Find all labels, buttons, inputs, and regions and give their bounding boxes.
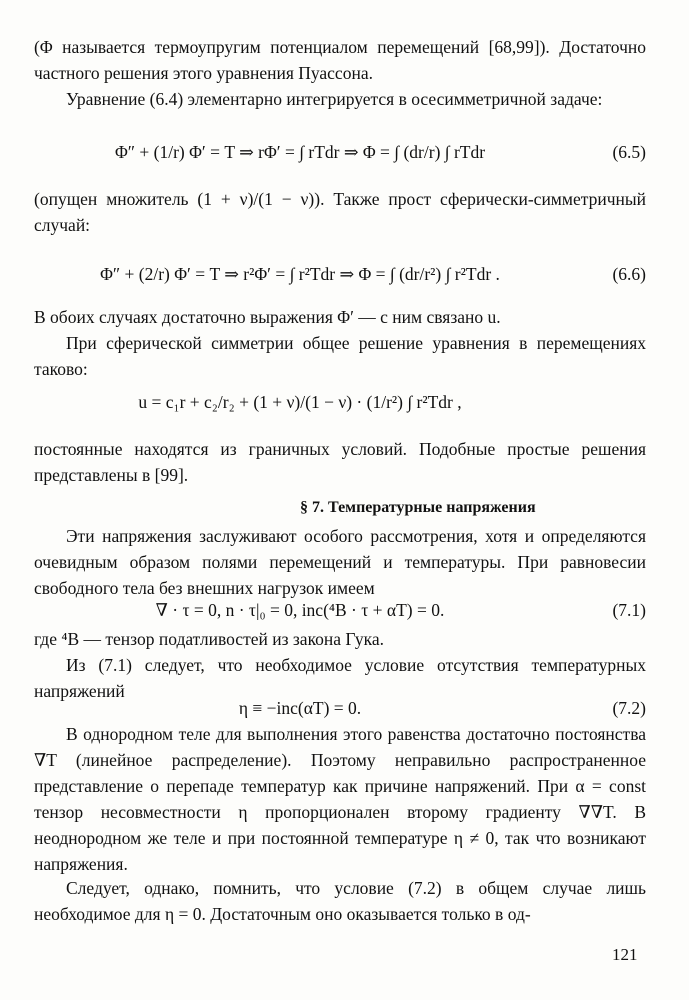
paragraph-compliance-tensor: где ⁴B — тензор податливостей из закона Гука.: [34, 629, 385, 649]
equation-6-5: [34, 128, 646, 176]
paragraph-necessary-condition: Из (7.1) следует, что необходимое условие отсутствия температурных напряжений: [34, 655, 646, 701]
paragraph-omitted-factor: (опущен множитель (1 + ν)/(1 − ν)). Также прост сферически-симметричный случай:: [34, 189, 646, 235]
equation-number-6-6: (6.6): [612, 264, 646, 284]
equation-number-7-1: (7.1): [612, 600, 646, 620]
equation-displacement-body: u = c₁r + c₂/r₂ + (1 + ν)/(1 − ν) · (1/r²) ∫ r²Tdr ,: [138, 392, 462, 412]
equation-7-2-body: η ≡ −inc(αT) = 0.: [238, 698, 362, 718]
paragraph-sufficient-condition: Следует, однако, помнить, что условие (7.2) в общем случае лишь необходимое для η = 0. Достаточным оно оказывается только в од-: [34, 878, 646, 924]
equation-number-6-5: (6.5): [612, 142, 646, 162]
paragraph-stresses-intro: Эти напряжения заслуживают особого рассмотрения, хотя и определяются очевидным образом полями перемещений и температуры. При равновесии свободного тела без внешних нагрузок имеем: [34, 526, 646, 598]
equation-number-7-2: (7.2): [612, 698, 646, 718]
equation-6-6-body: Φ″ + (2/r) Φ′ = T ⇒ r²Φ′ = ∫ r²Tdr ⇒ Φ = ∫ (dr/r²) ∫ r²Tdr .: [100, 264, 500, 284]
page-number: 121: [612, 945, 638, 964]
section-heading: § 7. Температурные напряжения: [300, 499, 536, 516]
paragraph-homogeneous-body: В однородном теле для выполнения этого равенства достаточно постоянства ∇T (линейное распределение). Поэтому неправильно распространенное представление о перепаде температур как причине напряжений. При α = const тензор несовместности η пропорционален второму градиенту ∇∇T. В неоднородном же теле и при постоянной температуре η ≠ 0, так что возникают напряжения.: [34, 724, 646, 874]
paragraph-both-cases: В обоих случаях достаточно выражения Φ′ — с ним связано u.: [34, 307, 501, 327]
equation-6-6: [34, 250, 646, 298]
equation-7-1-body: ∇ · τ = 0, n · τ|₀ = 0, inc(⁴B · τ + αT) = 0.: [155, 600, 445, 620]
paragraph-boundary-conditions: постоянные находятся из граничных условий. Подобные простые решения представлены в [99].: [34, 439, 646, 485]
paragraph-spherical-symmetry: При сферической симметрии общее решение уравнения в перемещениях таково:: [34, 333, 646, 379]
equation-displacement: [34, 378, 646, 426]
paragraph-axisymmetric: Уравнение (6.4) элементарно интегрируется в осесимметричной задаче:: [66, 89, 603, 109]
equation-6-5-body: Φ″ + (1/r) Φ′ = T ⇒ rΦ′ = ∫ rTdr ⇒ Φ = ∫ (dr/r) ∫ rTdr: [114, 142, 486, 162]
paragraph-thermoelastic-potential: (Φ называется термоупругим потенциалом перемещений [68,99]). Достаточно частного решения этого уравнения Пуассона.: [34, 37, 646, 83]
